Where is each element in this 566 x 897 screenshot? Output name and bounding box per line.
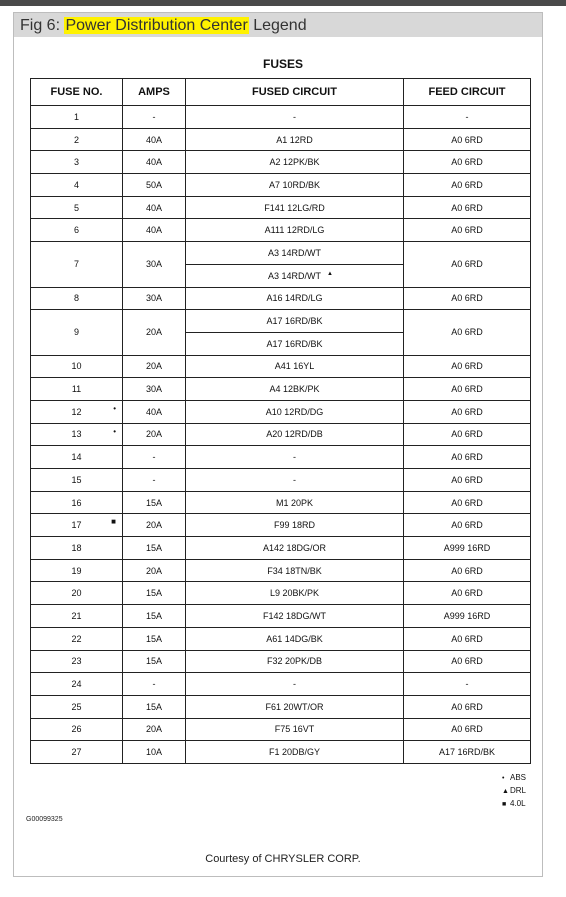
legend-item-abs bbox=[502, 772, 526, 785]
feed-circuit: A0 6RD bbox=[404, 491, 531, 514]
legend-item-drl bbox=[502, 785, 526, 798]
table-row bbox=[31, 151, 531, 174]
table-title: FUSES bbox=[262, 57, 303, 71]
feed-circuit: A0 6RD bbox=[404, 310, 531, 355]
fuse-no: 17 bbox=[71, 520, 82, 531]
fused-circuit-text: A3 14RD/WT bbox=[267, 270, 321, 281]
fused-circuit: A16 14RD/LG bbox=[186, 287, 404, 310]
fuse-no: 24 bbox=[31, 673, 123, 696]
feed-circuit: A0 6RD bbox=[404, 514, 531, 537]
feed-circuit: A0 6RD bbox=[404, 627, 531, 650]
fuse-no: 6 bbox=[31, 219, 123, 242]
fused-circuit: F141 12LG/RD bbox=[186, 196, 404, 219]
fused-circuit: F61 20WT/OR bbox=[186, 695, 404, 718]
fuse-no: 25 bbox=[31, 695, 123, 718]
fuse-no: 20 bbox=[31, 582, 123, 605]
feed-circuit: A0 6RD bbox=[404, 355, 531, 378]
feed-circuit: A0 6RD bbox=[404, 469, 531, 492]
amps: 30A bbox=[123, 378, 186, 401]
fuse-no: 13 bbox=[71, 429, 82, 440]
triangle-icon: ▲ bbox=[502, 788, 509, 795]
amps: 20A bbox=[123, 355, 186, 378]
legend-item-4-0l bbox=[502, 798, 526, 811]
fuse-no: 26 bbox=[31, 718, 123, 741]
courtesy-note: Courtesy of CHRYSLER CORP. bbox=[205, 853, 361, 865]
fused-circuit: - bbox=[186, 446, 404, 469]
table-row bbox=[31, 287, 531, 310]
fused-circuit: M1 20PK bbox=[186, 491, 404, 514]
amps: 15A bbox=[123, 537, 186, 560]
amps: 20A bbox=[123, 559, 186, 582]
caption-prefix: Fig 6: bbox=[20, 17, 65, 34]
fused-circuit: F142 18DG/WT bbox=[186, 605, 404, 628]
header-fused-circuit: FUSED CIRCUIT bbox=[186, 79, 404, 106]
fuse-no: 18 bbox=[31, 537, 123, 560]
fused-circuit: L9 20BK/PK bbox=[186, 582, 404, 605]
amps: 40A bbox=[123, 400, 186, 423]
fused-circuit: A4 12BK/PK bbox=[186, 378, 404, 401]
fuse-no: 27 bbox=[31, 741, 123, 764]
feed-circuit: A17 16RD/BK bbox=[404, 741, 531, 764]
fused-circuit: F1 20DB/GY bbox=[186, 741, 404, 764]
table-row bbox=[31, 128, 531, 151]
amps: 40A bbox=[123, 219, 186, 242]
figure-code: G00099325 bbox=[26, 816, 63, 823]
amps: 10A bbox=[123, 741, 186, 764]
feed-circuit: A0 6RD bbox=[404, 423, 531, 446]
feed-circuit: A999 16RD bbox=[404, 537, 531, 560]
fuse-no: 4 bbox=[31, 174, 123, 197]
feed-circuit: A0 6RD bbox=[404, 695, 531, 718]
fused-circuit: A111 12RD/LG bbox=[186, 219, 404, 242]
fuse-no: 2 bbox=[31, 128, 123, 151]
amps: 15A bbox=[123, 491, 186, 514]
table-row bbox=[31, 514, 531, 537]
fuse-no: 21 bbox=[31, 605, 123, 628]
table-row bbox=[31, 741, 531, 764]
table-row bbox=[31, 310, 531, 333]
figure-caption bbox=[20, 17, 307, 35]
table-row bbox=[31, 446, 531, 469]
symbol-legend bbox=[502, 772, 526, 811]
amps: 40A bbox=[123, 151, 186, 174]
feed-circuit: - bbox=[404, 673, 531, 696]
fuse-no: 7 bbox=[31, 242, 123, 287]
fuse-no: 19 bbox=[31, 559, 123, 582]
fused-circuit: A61 14DG/BK bbox=[186, 627, 404, 650]
dot-icon: • bbox=[502, 775, 505, 782]
fuse-no: 9 bbox=[31, 310, 123, 355]
amps: 15A bbox=[123, 582, 186, 605]
feed-circuit: A0 6RD bbox=[404, 446, 531, 469]
fuse-no-cell bbox=[31, 514, 123, 537]
fuse-no-cell bbox=[31, 423, 123, 446]
fused-circuit: A20 12RD/DB bbox=[186, 423, 404, 446]
feed-circuit: A0 6RD bbox=[404, 219, 531, 242]
table-row bbox=[31, 400, 531, 423]
feed-circuit: A0 6RD bbox=[404, 196, 531, 219]
amps: 50A bbox=[123, 174, 186, 197]
amps: 20A bbox=[123, 718, 186, 741]
fused-circuit: A17 16RD/BK bbox=[186, 310, 404, 333]
amps: - bbox=[123, 106, 186, 129]
fused-circuit: F75 16VT bbox=[186, 718, 404, 741]
feed-circuit: A0 6RD bbox=[404, 559, 531, 582]
abs-marker: • bbox=[113, 426, 116, 436]
amps: 30A bbox=[123, 242, 186, 287]
fused-circuit-secondary: A17 16RD/BK bbox=[186, 332, 404, 355]
feed-circuit: A0 6RD bbox=[404, 174, 531, 197]
table-row bbox=[31, 242, 531, 265]
amps: - bbox=[123, 446, 186, 469]
feed-circuit: A999 16RD bbox=[404, 605, 531, 628]
fuse-no: 3 bbox=[31, 151, 123, 174]
square-icon: ■ bbox=[502, 801, 507, 808]
header-row bbox=[31, 79, 531, 106]
amps: 30A bbox=[123, 287, 186, 310]
table-row bbox=[31, 196, 531, 219]
4-0l-marker: ■ bbox=[111, 517, 116, 527]
fuse-no: 11 bbox=[31, 378, 123, 401]
header-amps: AMPS bbox=[123, 79, 186, 106]
fuse-no: 14 bbox=[31, 446, 123, 469]
table-row bbox=[31, 605, 531, 628]
table-row bbox=[31, 695, 531, 718]
amps: 20A bbox=[123, 423, 186, 446]
amps: 40A bbox=[123, 196, 186, 219]
amps: 20A bbox=[123, 310, 186, 355]
amps: 20A bbox=[123, 514, 186, 537]
fuse-no: 15 bbox=[31, 469, 123, 492]
fused-circuit: - bbox=[186, 673, 404, 696]
amps: 15A bbox=[123, 650, 186, 673]
table-row bbox=[31, 174, 531, 197]
table-row bbox=[31, 627, 531, 650]
fused-circuit: F34 18TN/BK bbox=[186, 559, 404, 582]
fused-circuit: A10 12RD/DG bbox=[186, 400, 404, 423]
table-row bbox=[31, 106, 531, 129]
feed-circuit: A0 6RD bbox=[404, 378, 531, 401]
fuse-no: 1 bbox=[31, 106, 123, 129]
drl-marker: ▲ bbox=[327, 270, 333, 277]
amps: - bbox=[123, 469, 186, 492]
table-row bbox=[31, 673, 531, 696]
header-feed-circuit: FEED CIRCUIT bbox=[404, 79, 531, 106]
abs-marker: • bbox=[113, 403, 116, 413]
feed-circuit: - bbox=[404, 106, 531, 129]
fused-circuit: - bbox=[186, 106, 404, 129]
fused-circuit: A3 14RD/WT bbox=[186, 242, 404, 265]
table-row bbox=[31, 355, 531, 378]
legend-label: ABS bbox=[510, 773, 527, 782]
table-row bbox=[31, 718, 531, 741]
fused-circuit: A1 12RD bbox=[186, 128, 404, 151]
amps: 15A bbox=[123, 605, 186, 628]
fuse-no: 23 bbox=[31, 650, 123, 673]
fused-circuit: A2 12PK/BK bbox=[186, 151, 404, 174]
header-fuse-no: FUSE NO. bbox=[31, 79, 123, 106]
table-row bbox=[31, 582, 531, 605]
caption-highlight: Power Distribution Center bbox=[65, 17, 248, 34]
table-row bbox=[31, 469, 531, 492]
table-row bbox=[31, 650, 531, 673]
table-row bbox=[31, 559, 531, 582]
table-row bbox=[31, 423, 531, 446]
feed-circuit: A0 6RD bbox=[404, 650, 531, 673]
top-bar bbox=[0, 0, 566, 6]
fused-circuit: A142 18DG/OR bbox=[186, 537, 404, 560]
fuse-no: 16 bbox=[31, 491, 123, 514]
fuse-no-cell bbox=[31, 400, 123, 423]
table-row bbox=[31, 378, 531, 401]
amps: 15A bbox=[123, 627, 186, 650]
caption-suffix: Legend bbox=[248, 17, 307, 34]
fused-circuit: A7 10RD/BK bbox=[186, 174, 404, 197]
amps: 15A bbox=[123, 695, 186, 718]
table-row bbox=[31, 537, 531, 560]
fused-circuit: F99 18RD bbox=[186, 514, 404, 537]
feed-circuit: A0 6RD bbox=[404, 128, 531, 151]
feed-circuit: A0 6RD bbox=[404, 242, 531, 287]
fuse-no: 5 bbox=[31, 196, 123, 219]
fused-circuit: A41 16YL bbox=[186, 355, 404, 378]
legend-label: DRL bbox=[510, 786, 527, 795]
amps: 40A bbox=[123, 128, 186, 151]
fuse-no: 22 bbox=[31, 627, 123, 650]
feed-circuit: A0 6RD bbox=[404, 287, 531, 310]
feed-circuit: A0 6RD bbox=[404, 582, 531, 605]
fuse-table bbox=[30, 78, 531, 764]
fuse-no: 12 bbox=[71, 406, 82, 417]
fuse-no: 10 bbox=[31, 355, 123, 378]
amps: - bbox=[123, 673, 186, 696]
feed-circuit: A0 6RD bbox=[404, 400, 531, 423]
fuse-no: 8 bbox=[31, 287, 123, 310]
table-row bbox=[31, 219, 531, 242]
feed-circuit: A0 6RD bbox=[404, 718, 531, 741]
table-row bbox=[31, 491, 531, 514]
fused-circuit: F32 20PK/DB bbox=[186, 650, 404, 673]
feed-circuit: A0 6RD bbox=[404, 151, 531, 174]
fused-circuit-secondary bbox=[186, 264, 404, 287]
fused-circuit: - bbox=[186, 469, 404, 492]
legend-label: 4.0L bbox=[510, 799, 526, 808]
